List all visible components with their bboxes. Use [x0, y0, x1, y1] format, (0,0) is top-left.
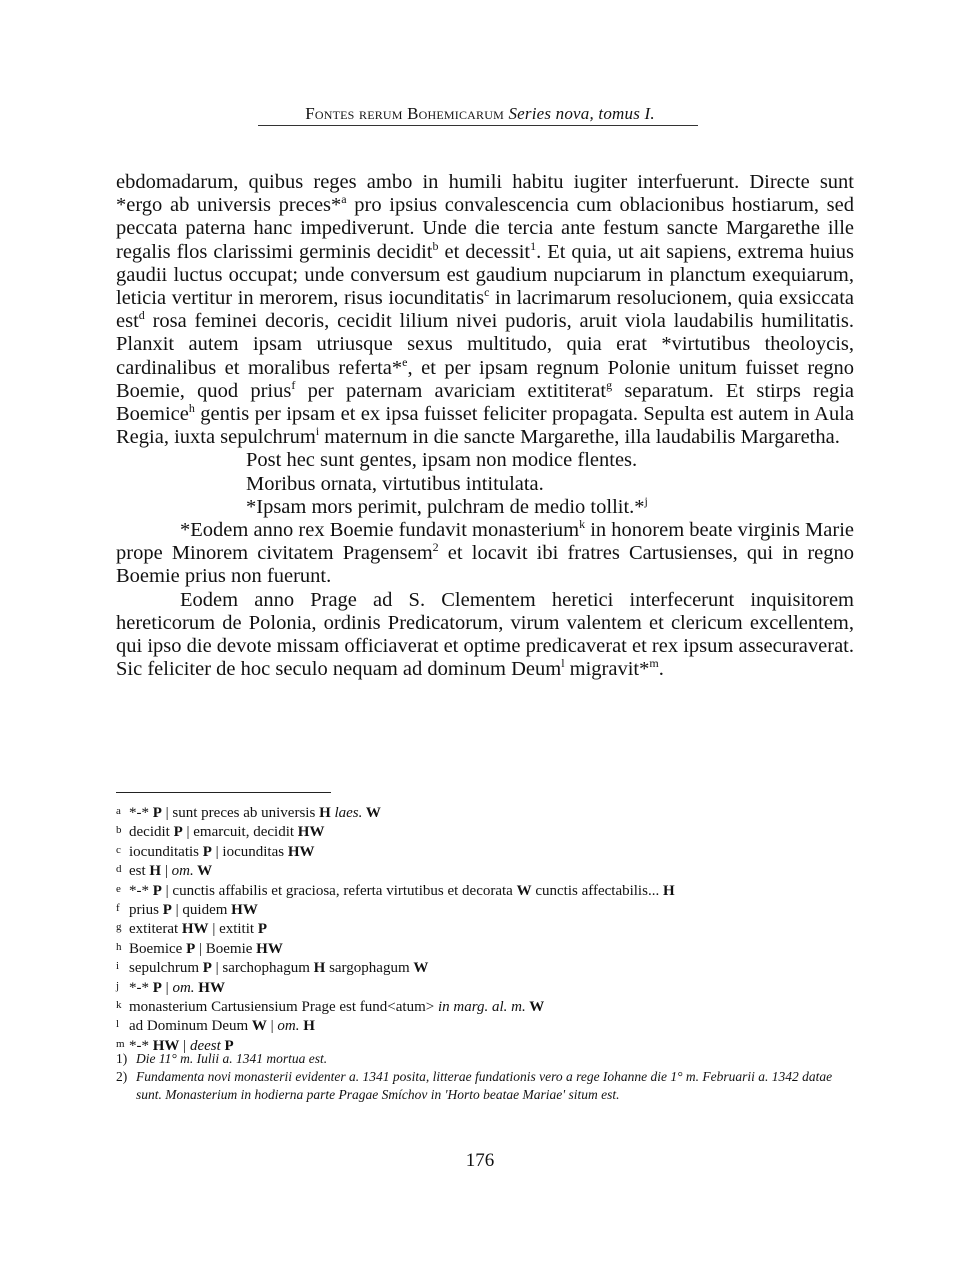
footnote-mark: j	[644, 493, 648, 508]
footnote-mark: c	[484, 285, 490, 300]
note-b: b decidit P | emarcuit, decidit HW	[116, 824, 325, 841]
note-a: a *-* P | sunt preces ab universis H laes. W	[116, 805, 381, 821]
note-c: c iocunditatis P | iocunditas HW	[116, 843, 315, 860]
running-header	[0, 104, 960, 124]
verse-line-1: Post hec sunt gentes, ipsam non modice flentes.	[246, 449, 638, 472]
footnote-mark: a	[341, 192, 347, 207]
verse-line-3: *Ipsam mors perimit, pulchram de medio tollit.*$^j$	[246, 493, 648, 518]
header-rule	[258, 125, 698, 126]
footnote-mark: f	[291, 377, 296, 392]
footnote-mark: k	[579, 517, 586, 532]
historical-notes	[116, 1050, 856, 1104]
series-title: Fontes rerum Bohemicarum	[305, 104, 504, 123]
verse-line-2: Moribus ornata, virtutibus intitulata.	[246, 472, 544, 495]
footnote-mark: e	[402, 354, 408, 369]
note-i: i sepulchrum P | sarchophagum H sargophagum W	[116, 960, 429, 977]
note-k: k monasterium Cartusiensium Prage est fund<atum> in marg. al. m. W	[116, 999, 545, 1016]
note-h: h Boemice P | Boemie HW	[116, 940, 283, 957]
paragraph-2: *Eodem anno rex Boemie fundavit monasterium$^k$ in honorem beate virginis Marie prope Minorem civitatem Pragensem$^2$ et locavit ibi fratres Cartusienses, qui in regno Boemie prius non fuerunt.	[116, 517, 854, 588]
note-g: g extiterat HW | extitit P	[116, 921, 267, 938]
footnote-mark: b	[432, 238, 439, 253]
note-f: f prius P | quidem HW	[116, 902, 258, 919]
note-d: d est H | om. W	[116, 863, 213, 880]
note-j: j *-* P | om. HW	[116, 979, 225, 996]
paragraph-3: Eodem anno Prage ad S. Clementem heretici interfecerunt inquisitorem hereticorum de Polonia, ordinis Predicatorum, virum valentem et clericum excellentem, qui ipso die devote missam officiaverat et optime predicaverat et rex ipsum assecuraverat. Sic feliciter de hoc seculo nequam ad dominum Deum$^l$ migravit*$^m$.	[116, 588, 854, 681]
endnote-mark: 2	[432, 540, 439, 555]
critical-apparatus	[116, 804, 856, 1056]
footnote-mark: i	[315, 424, 320, 439]
note-m: m *-* HW | deest P	[116, 1037, 234, 1054]
note-l: l ad Dominum Deum W | om. H	[116, 1018, 315, 1035]
footnote-rule	[116, 792, 331, 793]
footnote-mark: d	[138, 308, 145, 323]
main-text	[116, 171, 854, 681]
paragraph-1: ebdomadarum, quibus reges ambo in humili habitu iugiter interfuerunt. Directe sunt *ergo ab universis preces*$^a$ pro ipsius convalescencia cum oblacionibus hostiarum, sed peccata paterna hanc impediverunt. Unde die tercia ante festum sancte Margarethe ille regalis flos clarissimi germinis decidit$^b$ et decessit$^1$. Et quia, ut ait sapiens, extrema huius gaudii luctus occupat; unde conversum est gaudium nupciarum in planctum exequiarum, leticia vertitur in merorem, risus iocunditatis$^c$ in lacrimarum resolucionem, quia exsiccata est$^d$ rosa feminei decoris, cecidit lilium nivei pudoris, aruit viola laudabilis humilitatis. Planxit autem ipsam utriusque sexus multitudo, quia erat *virtutibus theoloycis, cardinalibus et moralibus referta*$^e$, et per ipsam regnum Polonie unitum fuisset regno Boemie, quod prius$^f$ per paternam avariciam extititerat$^g$ separatum. Et stirps regia Boemice$^h$ gentis per ipsam et ex ipsa fuisset feliciter propagata. Sepulta est autem in Aula Regia, iuxta sepulchrum$^i$ maternum in die sancte Margarethe, illa laudabilis Margaretha.	[116, 171, 855, 449]
footnote-mark: h	[188, 401, 195, 416]
series-volume: Series nova, tomus I.	[508, 104, 655, 123]
ref-note-1: 1) Die 11° m. Iulii a. 1341 mortua est.	[116, 1051, 328, 1066]
footnote-mark: m	[649, 656, 659, 671]
endnote-mark: 1	[530, 238, 537, 253]
ref-note-2: 2) Fundamenta novi monasterii evidenter a. 1341 posita, litterae fundationis vero a rege Iohanne die 1° m. Februarii a. 1342 datae sunt. Monasterium in hodierna parte Pragae Smíchov in 'Horto beatae Mariae' situm est.	[116, 1069, 833, 1102]
page-number: 176	[465, 1150, 495, 1171]
footnote-mark: g	[606, 377, 613, 392]
footnote-mark: l	[561, 656, 565, 671]
note-e: e *-* P | cunctis affabilis et graciosa, referta virtutibus et decorata W cunctis affectabilis... H	[116, 882, 675, 899]
